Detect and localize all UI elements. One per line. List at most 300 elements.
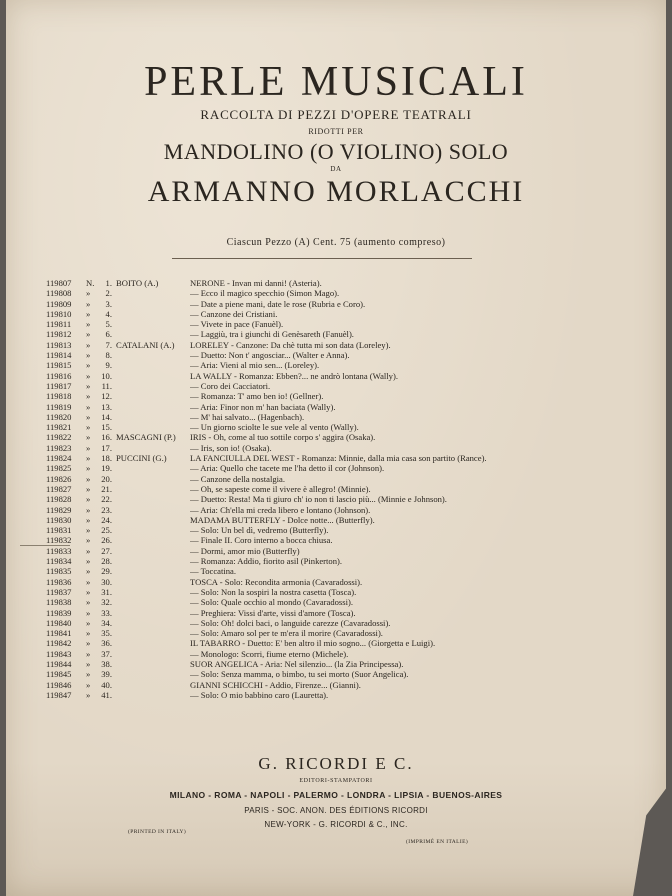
catalog-number: 119811 xyxy=(46,319,72,330)
printed-in-italy: (PRINTED IN ITALY) xyxy=(128,829,187,835)
list-item xyxy=(46,505,636,515)
piece-title: SUOR ANGELICA - Aria: Nel silenzio... (la Zia Principessa). xyxy=(190,658,404,669)
number-mark: » xyxy=(86,298,91,309)
list-item xyxy=(46,556,636,566)
number-mark: » xyxy=(86,617,91,628)
leader-dots xyxy=(174,690,190,700)
catalog-number: 119838 xyxy=(46,597,72,608)
piece-number: 41. xyxy=(101,689,112,700)
piece-number: 33. xyxy=(101,607,112,618)
catalog-number: 119839 xyxy=(46,607,72,618)
catalog-number: 119826 xyxy=(46,473,72,484)
catalog-number: 119810 xyxy=(46,308,72,319)
number-mark: » xyxy=(86,628,91,639)
catalog-number: 119844 xyxy=(46,658,72,669)
piece-number: 6. xyxy=(105,329,112,340)
subtitle-arranged-for: RIDOTTI PER xyxy=(308,127,364,136)
catalog-number: 119814 xyxy=(46,350,72,361)
piece-title: — Preghiera: Vissi d'arte, vissi d'amore (Tosca). xyxy=(190,607,356,618)
number-mark: » xyxy=(86,556,91,567)
leader-dots xyxy=(174,350,190,360)
list-item xyxy=(46,371,636,381)
composer xyxy=(116,628,174,638)
piece-title: LORELEY - Canzone: Da chè tutta mi son data (Loreley). xyxy=(190,339,391,350)
composer xyxy=(116,381,174,391)
leader-dots xyxy=(174,278,190,288)
piece-title: — Oh, se sapeste come il vivere è allegro! (Minnie). xyxy=(190,483,371,494)
leader-dots xyxy=(174,628,190,638)
publisher-name: G. RICORDI E C. xyxy=(258,754,414,773)
leader-dots xyxy=(174,638,190,648)
piece-number: 11. xyxy=(101,380,112,391)
leader-dots xyxy=(174,484,190,494)
catalog-number: 119834 xyxy=(46,556,72,567)
piece-number: 2. xyxy=(105,288,112,299)
composer xyxy=(116,371,174,381)
subtitle-by: DA xyxy=(330,165,342,173)
catalog-number: 119828 xyxy=(46,494,72,505)
number-mark: » xyxy=(86,586,91,597)
list-item xyxy=(46,412,636,422)
piece-number: 28. xyxy=(101,556,112,567)
catalog-number: 119818 xyxy=(46,391,72,402)
leader-dots xyxy=(174,535,190,545)
composer xyxy=(116,546,174,556)
number-mark: » xyxy=(86,494,91,505)
number-mark: N. xyxy=(86,278,95,288)
piece-title: — Date a piene mani, date le rose (Rubria e Coro). xyxy=(190,298,366,309)
list-item xyxy=(46,453,636,463)
list-item xyxy=(46,680,636,690)
piece-number: 25. xyxy=(101,525,112,536)
piece-title: — Solo: Senza mamma, o bimbo, tu sei morto (Suor Angelica). xyxy=(190,669,409,680)
list-item xyxy=(46,299,636,309)
piece-number: 9. xyxy=(105,360,112,371)
leader-dots xyxy=(174,371,190,381)
composer xyxy=(116,680,174,690)
piece-title: — Vivete in pace (Fanuèl). xyxy=(190,319,284,330)
composer xyxy=(116,309,174,319)
composer: MASCAGNI (P.) xyxy=(116,432,176,443)
piece-number: 22. xyxy=(101,494,112,505)
catalog-number: 119808 xyxy=(46,288,72,299)
number-mark: » xyxy=(86,607,91,618)
number-mark: » xyxy=(86,545,91,556)
list-item xyxy=(46,515,636,525)
publisher-paris: PARIS - SOC. ANON. DES ÉDITIONS RICORDI xyxy=(244,806,428,815)
catalog-number: 119840 xyxy=(46,617,72,628)
composer xyxy=(116,350,174,360)
piece-title: IRIS - Oh, come al tuo sottile corpo s' aggira (Osaka). xyxy=(190,432,376,443)
piece-list xyxy=(46,278,636,700)
catalog-number: 119823 xyxy=(46,442,72,453)
composer xyxy=(116,288,174,298)
leader-dots xyxy=(174,669,190,679)
catalog-number: 119825 xyxy=(46,463,72,474)
number-mark: » xyxy=(86,319,91,330)
composer xyxy=(116,505,174,515)
subtitle-instrument: MANDOLINO (O VIOLINO) SOLO xyxy=(163,139,509,164)
list-item xyxy=(46,443,636,453)
catalog-number: 119816 xyxy=(46,370,72,381)
number-mark: » xyxy=(86,566,91,577)
catalog-number: 119824 xyxy=(46,453,72,464)
piece-number: 20. xyxy=(101,473,112,484)
composer xyxy=(116,525,174,535)
leader-dots xyxy=(174,680,190,690)
piece-number: 32. xyxy=(101,597,112,608)
number-mark: » xyxy=(86,288,91,299)
piece-title: — Dormi, amor mio (Butterfly) xyxy=(190,545,300,556)
leader-dots xyxy=(174,422,190,432)
piece-title: — Solo: Un bel dì, vedremo (Butterfly). xyxy=(190,525,329,536)
list-item xyxy=(46,474,636,484)
piece-title: — Canzone della nostalgia. xyxy=(190,473,285,484)
leader-dots xyxy=(174,329,190,339)
list-item xyxy=(46,577,636,587)
piece-title: — Ecco il magico specchio (Simon Mago). xyxy=(190,288,340,299)
catalog-number: 119836 xyxy=(46,576,72,587)
piece-number: 35. xyxy=(101,628,112,639)
number-mark: » xyxy=(86,422,91,433)
composer xyxy=(116,422,174,432)
list-item xyxy=(46,638,636,648)
piece-number: 13. xyxy=(101,401,112,412)
list-item xyxy=(46,669,636,679)
piece-number: 10. xyxy=(101,370,112,381)
composer xyxy=(116,329,174,339)
catalog-number: 119821 xyxy=(46,422,72,433)
composer xyxy=(116,402,174,412)
piece-number: 7. xyxy=(105,339,112,350)
piece-number: 5. xyxy=(105,319,112,330)
catalog-number: 119820 xyxy=(46,411,72,422)
piece-title: — Un giorno sciolte le sue vele al vento (Wally). xyxy=(190,422,359,433)
composer xyxy=(116,494,174,504)
piece-title: LA FANCIULLA DEL WEST - Romanza: Minnie, dalla mia casa son partito (Rance). xyxy=(190,453,487,464)
leader-dots xyxy=(174,402,190,412)
catalog-number: 119843 xyxy=(46,648,72,659)
leader-dots xyxy=(174,608,190,618)
list-item xyxy=(46,566,636,576)
piece-title: — Toccatina. xyxy=(190,566,237,577)
piece-number: 15. xyxy=(101,422,112,433)
piece-title: — Iris, son io! (Osaka). xyxy=(190,442,272,453)
leader-dots xyxy=(174,453,190,463)
composer xyxy=(116,484,174,494)
leader-dots xyxy=(174,659,190,669)
price-line: Ciascun Pezzo (A) Cent. 75 (aumento compreso) xyxy=(226,237,446,248)
piece-title: — Coro dei Cacciatori. xyxy=(190,380,271,391)
piece-title: — M' hai salvato... (Hagenbach). xyxy=(190,411,305,422)
number-mark: » xyxy=(86,638,91,649)
list-item xyxy=(46,329,636,339)
leader-dots xyxy=(174,381,190,391)
composer xyxy=(116,535,174,545)
leader-dots xyxy=(174,505,190,515)
composer xyxy=(116,391,174,401)
list-item xyxy=(46,649,636,659)
catalog-number: 119832 xyxy=(46,535,72,546)
list-item xyxy=(46,402,636,412)
leader-dots xyxy=(174,299,190,309)
list-item xyxy=(46,690,636,700)
number-mark: » xyxy=(86,463,91,474)
number-mark: » xyxy=(86,391,91,402)
subtitle-collection: RACCOLTA DI PEZZI D'OPERE TEATRALI xyxy=(200,107,472,122)
catalog-number: 119835 xyxy=(46,566,72,577)
piece-title: IL TABARRO - Duetto: E' ben altro il mio sogno... (Giorgetta e Luigi). xyxy=(190,638,436,649)
list-item xyxy=(46,525,636,535)
divider-rule xyxy=(172,258,472,259)
catalog-number: 119831 xyxy=(46,525,72,536)
leader-dots xyxy=(174,556,190,566)
number-mark: » xyxy=(86,658,91,669)
list-item xyxy=(46,494,636,504)
leader-dots xyxy=(174,288,190,298)
list-item xyxy=(46,309,636,319)
list-item xyxy=(46,391,636,401)
composer xyxy=(116,577,174,587)
list-item xyxy=(46,597,636,607)
piece-number: 38. xyxy=(101,658,112,669)
leader-dots xyxy=(174,309,190,319)
list-item xyxy=(46,618,636,628)
list-item xyxy=(46,360,636,370)
catalog-number: 119813 xyxy=(46,339,72,350)
composer xyxy=(116,566,174,576)
piece-title: — Aria: Finor non m' han baciata (Wally). xyxy=(190,401,336,412)
piece-number: 40. xyxy=(101,679,112,690)
piece-title: — Romanza: T' amo ben io! (Gellner). xyxy=(190,391,324,402)
composer xyxy=(116,618,174,628)
piece-number: 39. xyxy=(101,669,112,680)
piece-number: 34. xyxy=(101,617,112,628)
catalog-number: 119845 xyxy=(46,669,72,680)
number-mark: » xyxy=(86,689,91,700)
catalog-number: 119822 xyxy=(46,432,72,443)
leader-dots xyxy=(174,463,190,473)
catalog-number: 119807 xyxy=(46,278,72,288)
catalog-number: 119846 xyxy=(46,679,72,690)
piece-title: — Laggiù, tra i giunchi di Genèsareth (Fanuèl). xyxy=(190,329,354,340)
list-item xyxy=(46,587,636,597)
composer xyxy=(116,690,174,700)
composer xyxy=(116,299,174,309)
leader-dots xyxy=(174,525,190,535)
piece-number: 16. xyxy=(101,432,112,443)
piece-title: MADAMA BUTTERFLY - Dolce notte... (Butterfly). xyxy=(190,514,375,525)
number-mark: » xyxy=(86,504,91,515)
catalog-number: 119841 xyxy=(46,628,72,639)
catalog-number: 119827 xyxy=(46,483,72,494)
piece-number: 37. xyxy=(101,648,112,659)
catalog-number: 119817 xyxy=(46,380,72,391)
piece-number: 36. xyxy=(101,638,112,649)
list-item xyxy=(46,546,636,556)
list-item xyxy=(46,463,636,473)
number-mark: » xyxy=(86,576,91,587)
piece-title: — Canzone dei Cristiani. xyxy=(190,308,278,319)
composer xyxy=(116,659,174,669)
piece-number: 18. xyxy=(101,453,112,464)
number-mark: » xyxy=(86,432,91,443)
piece-number: 3. xyxy=(105,298,112,309)
piece-number: 27. xyxy=(101,545,112,556)
catalog-number: 119815 xyxy=(46,360,72,371)
catalog-number: 119830 xyxy=(46,514,72,525)
leader-dots xyxy=(174,391,190,401)
number-mark: » xyxy=(86,360,91,371)
number-mark: » xyxy=(86,442,91,453)
leader-dots xyxy=(174,474,190,484)
composer xyxy=(116,597,174,607)
number-mark: » xyxy=(86,648,91,659)
leader-dots xyxy=(174,443,190,453)
leader-dots xyxy=(174,494,190,504)
composer xyxy=(116,556,174,566)
piece-title: — Solo: O mio babbino caro (Lauretta). xyxy=(190,689,329,700)
number-mark: » xyxy=(86,350,91,361)
composer xyxy=(116,412,174,422)
piece-title: — Solo: Quale occhio al mondo (Cavaradossi). xyxy=(190,597,354,608)
list-item xyxy=(46,432,636,442)
piece-number: 8. xyxy=(105,350,112,361)
list-item xyxy=(46,659,636,669)
list-item xyxy=(46,350,636,360)
piece-title: TOSCA - Solo: Recondita armonia (Cavaradossi). xyxy=(190,576,363,587)
composer xyxy=(116,319,174,329)
piece-title: — Solo: Oh! dolci baci, o languide carezze (Cavaradossi). xyxy=(190,617,391,628)
list-item xyxy=(46,381,636,391)
catalog-number: 119833 xyxy=(46,545,72,556)
number-mark: » xyxy=(86,473,91,484)
imprime-en-italie: (IMPRIMÉ EN ITALIE) xyxy=(406,839,469,845)
list-item xyxy=(46,340,636,350)
piece-number: 30. xyxy=(101,576,112,587)
number-mark: » xyxy=(86,380,91,391)
list-item xyxy=(46,278,636,288)
leader-dots xyxy=(174,515,190,525)
piece-number: 17. xyxy=(101,442,112,453)
catalog-number: 119829 xyxy=(46,504,72,515)
composer xyxy=(116,608,174,618)
leader-dots xyxy=(174,597,190,607)
number-mark: » xyxy=(86,411,91,422)
leader-dots xyxy=(174,319,190,329)
piece-title: — Solo: Non la sospiri la nostra casetta (Tosca). xyxy=(190,586,357,597)
list-item xyxy=(46,288,636,298)
list-item xyxy=(46,628,636,638)
piece-number: 26. xyxy=(101,535,112,546)
piece-number: 24. xyxy=(101,514,112,525)
number-mark: » xyxy=(86,483,91,494)
piece-title: — Monologo: Scorri, fiume eterno (Michele). xyxy=(190,648,349,659)
number-mark: » xyxy=(86,679,91,690)
composer xyxy=(116,360,174,370)
piece-title: — Solo: Amaro sol per te m'era il morire (Cavaradossi). xyxy=(190,628,383,639)
number-mark: » xyxy=(86,370,91,381)
list-item xyxy=(46,319,636,329)
catalog-number: 119819 xyxy=(46,401,72,412)
piece-number: 12. xyxy=(101,391,112,402)
leader-dots xyxy=(174,577,190,587)
number-mark: » xyxy=(86,329,91,340)
list-item xyxy=(46,422,636,432)
leader-dots xyxy=(174,546,190,556)
number-mark: » xyxy=(86,339,91,350)
publisher-subtitle: EDITORI-STAMPATORI xyxy=(299,778,373,784)
composer xyxy=(116,669,174,679)
composer: CATALANI (A.) xyxy=(116,339,175,350)
catalog-number: 119842 xyxy=(46,638,72,649)
number-mark: » xyxy=(86,514,91,525)
piece-number: 1. xyxy=(105,278,112,288)
author-name: ARMANNO MORLACCHI xyxy=(147,175,525,208)
composer: BOITO (A.) xyxy=(116,278,159,288)
composer: PUCCINI (G.) xyxy=(116,453,167,464)
piece-title: — Duetto: Non t' angosciar... (Walter e Anna). xyxy=(190,350,350,361)
number-mark: » xyxy=(86,453,91,464)
list-item xyxy=(46,535,636,545)
piece-title: — Aria: Quello che tacete me l'ha detto il cor (Johnson). xyxy=(190,463,385,474)
piece-title: — Duetto: Resta! Ma ti giuro ch' io non ti lascio più... (Minnie e Johnson). xyxy=(190,494,447,505)
piece-number: 31. xyxy=(101,586,112,597)
piece-title: — Romanza: Addio, fiorito asil (Pinkerton). xyxy=(190,556,343,567)
number-mark: » xyxy=(86,308,91,319)
piece-title: LA WALLY - Romanza: Ebben?... ne andrò lontana (Wally). xyxy=(190,370,398,381)
piece-title: — Aria: Vieni al mio sen... (Loreley). xyxy=(190,360,320,371)
publisher-cities: MILANO - ROMA - NAPOLI - PALERMO - LONDRA - LIPSIA - BUENOS-AIRES xyxy=(169,790,503,800)
piece-number: 21. xyxy=(101,483,112,494)
piece-title: — Finale II. Coro interno a bocca chiusa. xyxy=(190,535,333,546)
piece-title: NERONE - Invan mi danni! (Asteria). xyxy=(190,278,322,288)
piece-number: 23. xyxy=(101,504,112,515)
publisher-newyork: NEW-YORK - G. RICORDI & C., INC. xyxy=(264,820,408,829)
number-mark: » xyxy=(86,401,91,412)
catalog-number: 119809 xyxy=(46,298,72,309)
piece-number: 4. xyxy=(105,308,112,319)
composer xyxy=(116,474,174,484)
leader-dots xyxy=(174,649,190,659)
catalog-number: 119812 xyxy=(46,329,72,340)
number-mark: » xyxy=(86,535,91,546)
composer xyxy=(116,443,174,453)
piece-number: 29. xyxy=(101,566,112,577)
composer xyxy=(116,587,174,597)
piece-title: — Aria: Ch'ella mi creda libero e lontano (Johnson). xyxy=(190,504,371,515)
page-title: PERLE MUSICALI xyxy=(144,59,528,105)
leader-dots xyxy=(174,340,190,350)
piece-title: GIANNI SCHICCHI - Addio, Firenze... (Gianni). xyxy=(190,679,361,690)
list-item xyxy=(46,484,636,494)
composer xyxy=(116,515,174,525)
catalog-number: 119847 xyxy=(46,689,72,700)
piece-number: 19. xyxy=(101,463,112,474)
list-item xyxy=(46,608,636,618)
number-mark: » xyxy=(86,597,91,608)
composer xyxy=(116,463,174,473)
leader-dots xyxy=(174,587,190,597)
number-mark: » xyxy=(86,669,91,680)
number-mark: » xyxy=(86,525,91,536)
leader-dots xyxy=(174,566,190,576)
leader-dots xyxy=(174,618,190,628)
leader-dots xyxy=(174,360,190,370)
piece-number: 14. xyxy=(101,411,112,422)
catalog-number: 119837 xyxy=(46,586,72,597)
composer xyxy=(116,649,174,659)
